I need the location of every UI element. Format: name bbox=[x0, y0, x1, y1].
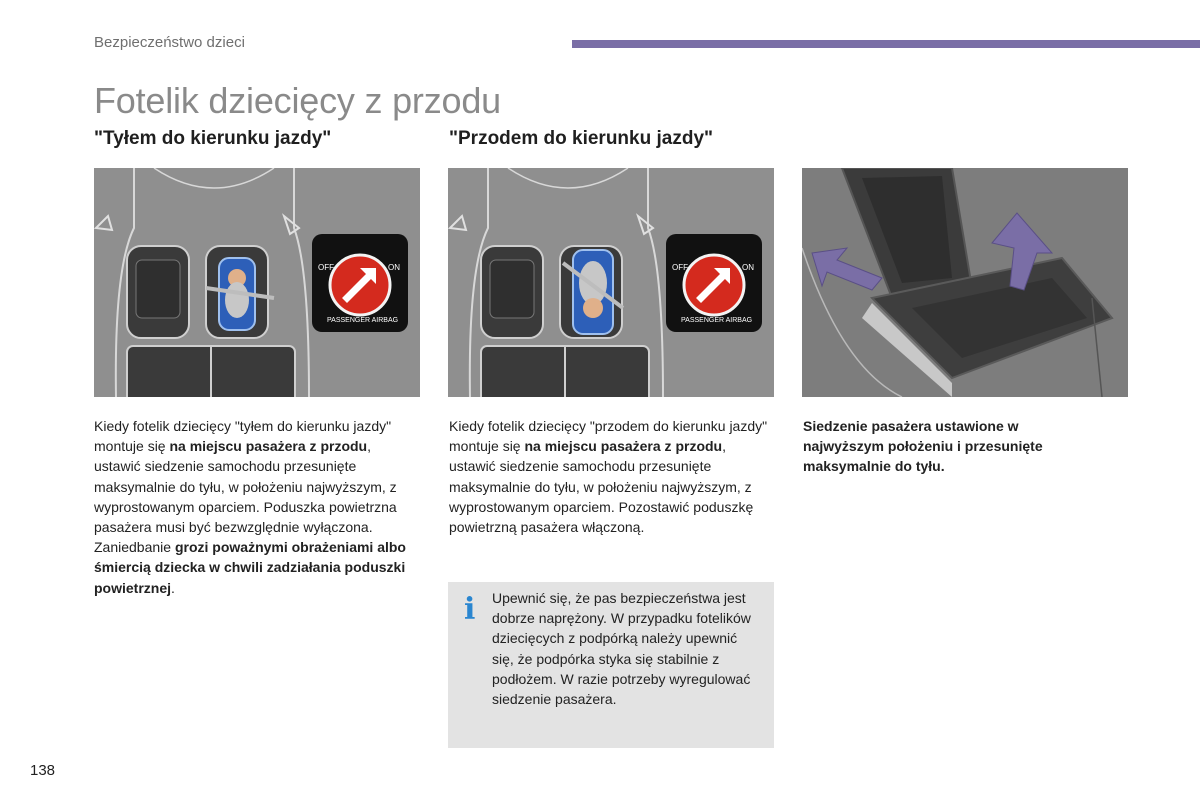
rear-bold-part-1: na miejscu pasażera z przodu bbox=[169, 438, 368, 455]
forward-text-part-2: , ustawić siedzenie samochodu przesunięte maksymalnie do tyłu, w położeniu najwyższym, z wyprostowanym oparciem. Pozostawić poduszkę powietrzną pasażera włączoną. bbox=[449, 438, 754, 536]
figure-rear-facing bbox=[94, 168, 420, 397]
info-text: Upewnić się, że pas bezpieczeństwa jest dobrze naprężony. W przypadku fotelików dziecięcych z podpórką należy upewnić się, że podpórka styka się stabilnie z podłożem. W razie potrzeby wyregulować siedzenie pasażera. bbox=[492, 590, 751, 708]
info-box bbox=[448, 582, 774, 748]
rear-text-part-1: Kiedy fotelik dziecięcy "tyłem do kierunku jazdy" montuje się bbox=[94, 418, 392, 455]
page-title: Fotelik dziecięcy z przodu bbox=[94, 80, 501, 121]
passenger-airbag-label: PASSENGER AIRBAG bbox=[327, 317, 399, 324]
airbag-off-label: OFF bbox=[318, 263, 334, 272]
page-number: 138 bbox=[30, 762, 56, 779]
airbag-off-label: OFF bbox=[672, 263, 688, 272]
heading-forward-facing: "Przodem do kierunku jazdy" bbox=[449, 128, 714, 149]
rear-bold-part-2: grozi poważnymi obrażeniami albo śmiercią dziecka w chwili zadziałania poduszki powietrznej bbox=[94, 539, 406, 596]
section-label: Bezpieczeństwo dzieci bbox=[94, 34, 245, 51]
figure-seat-position bbox=[802, 168, 1128, 397]
rear-facing-text bbox=[94, 416, 416, 598]
rear-text-part-2: , ustawić siedzenie samochodu przesunięte maksymalnie do tyłu, w położeniu najwyższym, z wyprostowanym oparciem. Poduszka powietrzna pasażera musi być bezwzględnie wyłączona. Zaniedbanie bbox=[94, 438, 397, 556]
passenger-airbag-label: PASSENGER AIRBAG bbox=[681, 317, 753, 324]
figure-forward-facing bbox=[448, 168, 774, 397]
rear-text-part-3: . bbox=[171, 579, 175, 596]
header-accent-bar bbox=[572, 40, 1200, 48]
seat-position-caption: Siedzenie pasażera ustawione w najwyższym położeniu i przesunięte maksymalnie do tyłu. bbox=[803, 418, 1043, 475]
forward-bold-part-1: na miejscu pasażera z przodu bbox=[524, 438, 723, 455]
forward-text-part-1: Kiedy fotelik dziecięcy "przodem do kierunku jazdy" montuje się bbox=[449, 418, 768, 455]
info-icon: i bbox=[464, 592, 476, 627]
airbag-on-label: ON bbox=[388, 263, 400, 272]
forward-facing-text bbox=[449, 416, 771, 537]
airbag-on-label: ON bbox=[742, 263, 754, 272]
heading-rear-facing: "Tyłem do kierunku jazdy" bbox=[94, 128, 332, 149]
